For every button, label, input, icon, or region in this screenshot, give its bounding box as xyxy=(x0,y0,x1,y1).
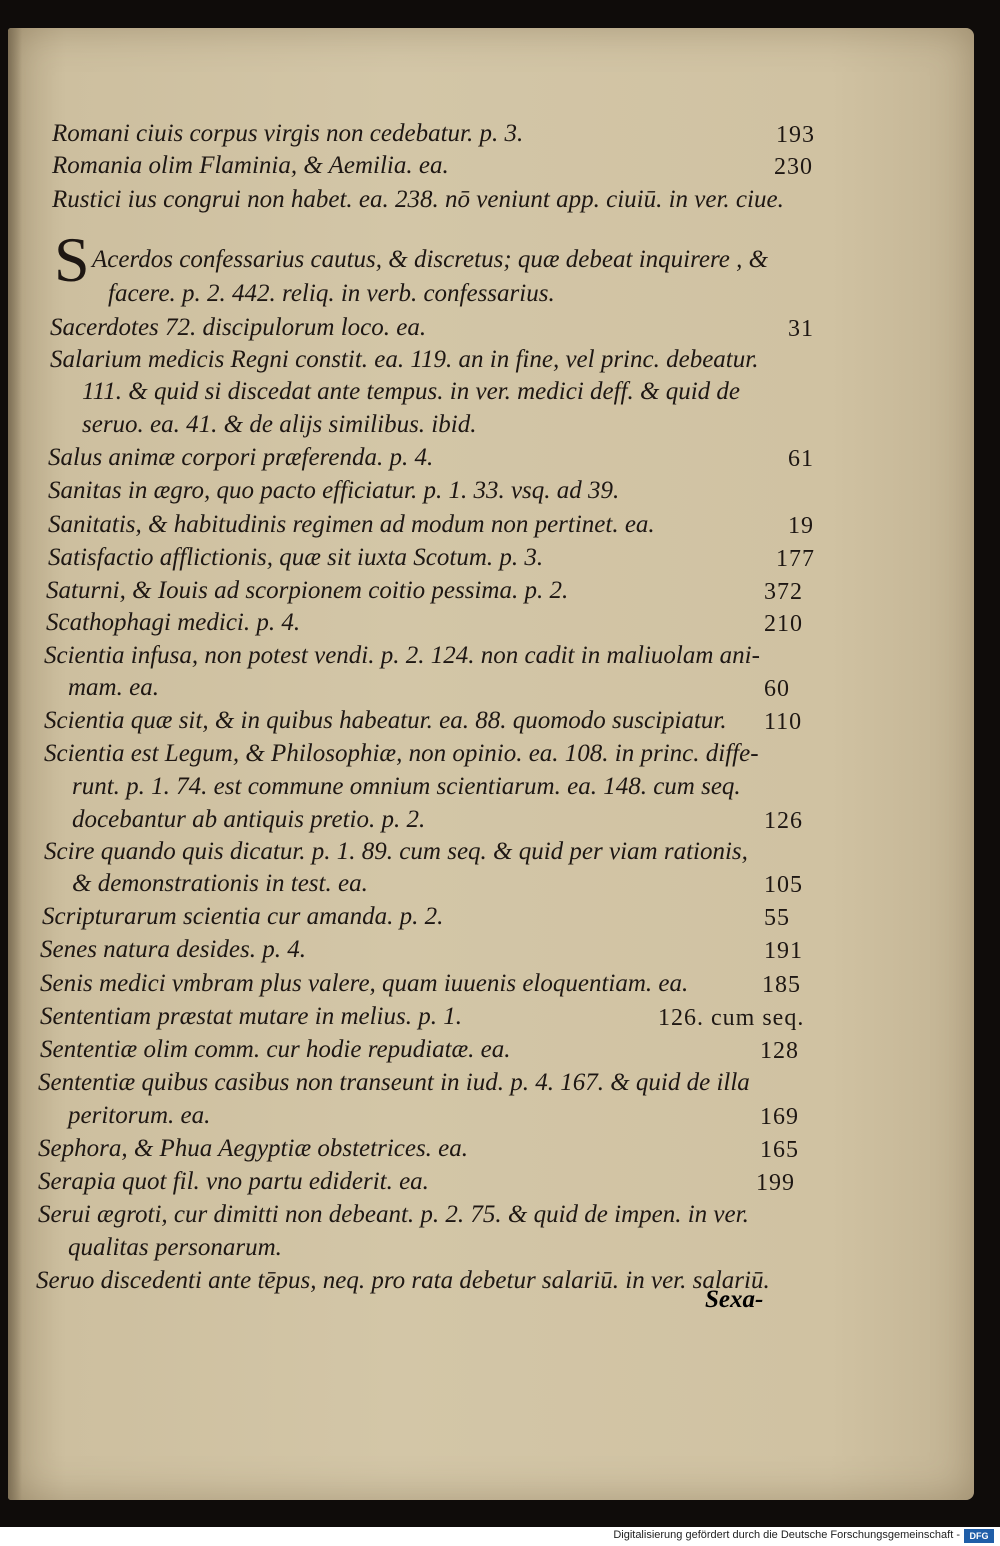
index-entry-page: 126. cum seq. xyxy=(658,1005,805,1031)
book-page xyxy=(8,28,974,1500)
index-entry-text: 111. & quid si discedat ante tempus. in ver. medici deff. & quid de xyxy=(82,378,740,405)
index-entry-page: 126 xyxy=(764,808,803,834)
index-entry-page: 193 xyxy=(776,122,815,148)
index-entry-page: 372 xyxy=(764,579,803,605)
index-entry-text: Senis medici vmbram plus valere, quam iuuenis eloquentiam. ea. xyxy=(40,970,689,997)
index-entry-page: 185 xyxy=(762,972,801,998)
index-entry-text: facere. p. 2. 442. reliq. in verb. confessarius. xyxy=(108,280,555,307)
index-entry-text: Romania olim Flaminia, & Aemilia. ea. xyxy=(52,152,449,179)
index-entry-text: Sacerdotes 72. discipulorum loco. ea. xyxy=(50,314,427,341)
index-entry-text: qualitas personarum. xyxy=(68,1234,282,1261)
index-entry-page: 191 xyxy=(764,938,803,964)
index-entry-text: Sententiam præstat mutare in melius. p. 1. xyxy=(40,1003,462,1030)
footer-bar xyxy=(0,1527,1000,1546)
index-entry-text: Seruo discedenti ante tēpus, neq. pro rata debetur salariū. in ver. salariū. xyxy=(36,1267,770,1294)
index-entry-page: 31 xyxy=(788,316,814,342)
index-entry-text: Serui ægroti, cur dimitti non debeant. p. 2. 75. & quid de impen. in ver. xyxy=(38,1201,749,1228)
index-entry-text: Sanitas in ægro, quo pacto efficiatur. p. 1. 33. vsq. ad 39. xyxy=(48,477,620,504)
index-entry-text: Scripturarum scientia cur amanda. p. 2. xyxy=(42,903,444,930)
index-entry-page: 110 xyxy=(764,709,803,735)
index-entry-text: Senes natura desides. p. 4. xyxy=(40,936,306,963)
index-entry-text: Satisfactio afflictionis, quæ sit iuxta Scotum. p. 3. xyxy=(48,544,544,571)
index-entry-text: Sententiæ quibus casibus non transeunt in iud. p. 4. 167. & quid de illa xyxy=(38,1069,750,1096)
index-entry-page: 169 xyxy=(760,1104,799,1130)
index-entry-text: Serapia quot fil. vno partu ediderit. ea. xyxy=(38,1168,429,1195)
index-entry-text: seruo. ea. 41. & de alijs similibus. ibid. xyxy=(82,411,477,438)
index-entry-text: Scire quando quis dicatur. p. 1. 89. cum seq. & quid per viam rationis, xyxy=(44,838,748,865)
index-entry-page: 165 xyxy=(760,1137,799,1163)
index-entry-text: Sententiæ olim comm. cur hodie repudiatæ. ea. xyxy=(40,1036,511,1063)
dfg-logo: DFG xyxy=(964,1529,994,1543)
index-entry-text: Acerdos confessarius cautus, & discretus; quæ debeat inquirere , & xyxy=(92,246,769,273)
index-entry-text: Romani ciuis corpus virgis non cedebatur. p. 3. xyxy=(52,120,524,147)
index-entry-page: 105 xyxy=(764,872,803,898)
index-entry-text: peritorum. ea. xyxy=(68,1102,211,1129)
index-entry-text: Salarium medicis Regni constit. ea. 119. an in fine, vel princ. debeatur. xyxy=(50,346,759,373)
drop-cap: S xyxy=(54,224,90,295)
index-entries xyxy=(8,28,974,1500)
footer-text: Digitalisierung gefördert durch die Deutsche Forschungsgemeinschaft - xyxy=(613,1529,960,1541)
index-entry-text: docebantur ab antiquis pretio. p. 2. xyxy=(72,806,426,833)
index-entry-page: 55 xyxy=(764,905,790,931)
index-entry-page: 60 xyxy=(764,676,790,702)
index-entry-page: 230 xyxy=(774,154,813,180)
catchword: Sexa- xyxy=(705,1286,764,1313)
index-entry-text: runt. p. 1. 74. est commune omnium scientiarum. ea. 148. cum seq. xyxy=(72,773,741,800)
index-entry-text: Sephora, & Phua Aegyptiæ obstetrices. ea. xyxy=(38,1135,469,1162)
index-entry-text: mam. ea. xyxy=(68,674,159,701)
index-entry-page: 210 xyxy=(764,611,803,637)
index-entry-text: Sanitatis, & habitudinis regimen ad modum non pertinet. ea. xyxy=(48,511,655,538)
index-entry-page: 199 xyxy=(756,1170,795,1196)
index-entry-text: Rustici ius congrui non habet. ea. 238. nō veniunt app. ciuiū. in ver. ciue. xyxy=(52,186,784,213)
index-entry-page: 177 xyxy=(776,546,815,572)
index-entry-text: Scientia infusa, non potest vendi. p. 2. 124. non cadit in maliuolam ani- xyxy=(44,642,760,669)
index-entry-text: Scientia quæ sit, & in quibus habeatur. ea. 88. quomodo suscipiatur. xyxy=(44,707,727,734)
index-entry-text: & demonstrationis in test. ea. xyxy=(72,870,368,897)
index-entry-text: Salus animæ corpori præferenda. p. 4. xyxy=(48,444,434,471)
index-entry-text: Saturni, & Iouis ad scorpionem coitio pessima. p. 2. xyxy=(46,577,569,604)
index-entry-page: 128 xyxy=(760,1038,799,1064)
index-entry-page: 19 xyxy=(788,513,814,539)
index-entry-text: Scathophagi medici. p. 4. xyxy=(46,609,301,636)
index-entry-text: Scientia est Legum, & Philosophiæ, non opinio. ea. 108. in princ. diffe- xyxy=(44,740,759,767)
index-entry-page: 61 xyxy=(788,446,814,472)
